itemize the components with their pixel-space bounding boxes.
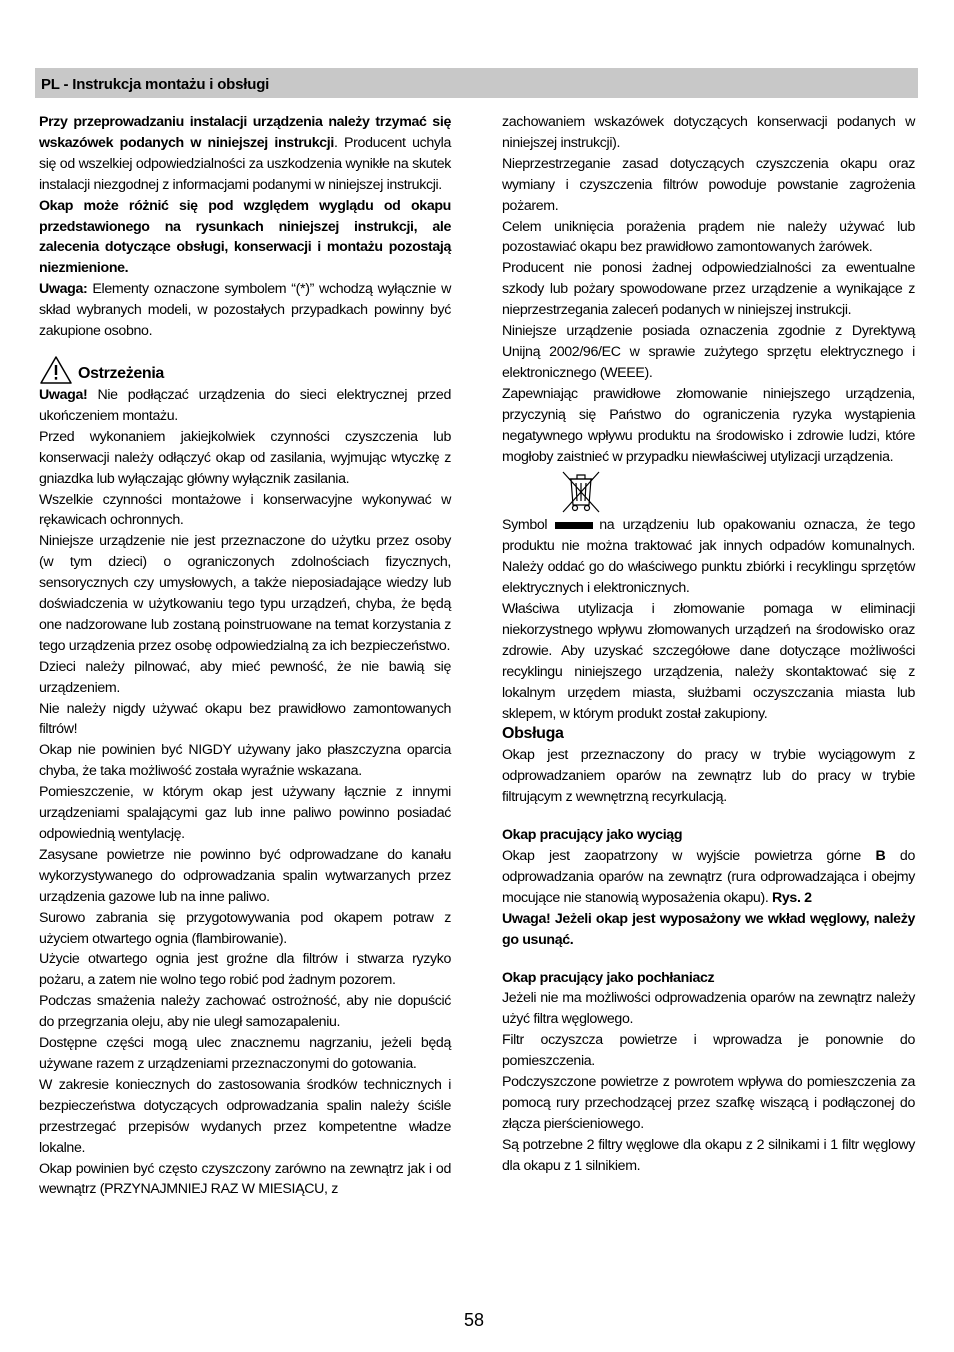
text-paragraph: Nieprzestrzeganie zasad dotyczących czyszczenia okapu oraz wymiany i czyszczenia filtrów powoduje powstanie zagrożenia pożarem.	[502, 155, 915, 214]
warning-paragraph: Niniejsze urządzenie nie jest przeznaczone do użytku przez osoby (w tym dzieci) o ograniczonych zdolnościach fizycznych, sensorycznych czy umysłowych, a także nieposiadające wiedzy lub doświadczenia w użytkowaniu tego typu urządzeń, chyba, że będą one nadzorowane lub zostaną poinstruowane na temat korzystania z tego urządzenia przez osobę odpowiedzialną za ich bezpieczeństwo.	[39, 533, 451, 654]
warnings-heading	[39, 355, 451, 385]
text-paragraph: Jeżeli nie ma możliwości odprowadzenia oparów na zewnątrz należy użyć filtra węglowego.	[502, 990, 915, 1028]
crossed-bin-icon	[559, 469, 603, 515]
warnings-title: Ostrzeżenia	[78, 365, 164, 383]
text-paragraph: Niniejsze urządzenie posiada oznaczenia zgodnie z Dyrektywą Unijną 2002/96/EC w sprawie zużytego sprzętu elektrycznego i elektronicznego (WEEE).	[502, 323, 915, 381]
weee-symbol-paragraph: Symbol na urządzeniu lub opakowaniu oznacza, że tego produktu nie można traktować jak innych odpadów komunalnych. Należy oddać go do właściwego punktu zbiórki i recyklingu sprzętów elektrycznych i elektronicznych.	[502, 517, 915, 597]
warning-paragraph: Dzieci należy pilnować, aby mieć pewność, że nie bawią się urządzeniem.	[39, 658, 451, 696]
text-paragraph: Są potrzebne 2 filtry węglowe dla okapu z 2 silnikami i 1 filtr węglowy dla okapu z 1 silnikiem.	[502, 1136, 915, 1174]
left-column	[39, 112, 451, 1200]
carbon-filter-warning: Uwaga! Jeżeli okap jest wyposażony we wkład węglowy, należy go usunąć.	[502, 910, 915, 948]
warning-paragraph: Przed wykonaniem jakiejkolwiek czynności czyszczenia lub konserwacji należy odłączyć okap od zasilania, wyjmując wtyczkę z gniazdka lub wyłączając główny wyłącznik zasilania.	[39, 428, 451, 487]
text-paragraph: Zapewniając prawidłowe złomowanie niniejszego urządzenia, przyczynią się Państwo do ograniczenia ryzyka wystąpienia negatywnego wpływu produktu na środowisko i zdrowie ludzi, które mogłoby zaistnieć w przypadku niewłaściwej utylizacji urządzenia.	[502, 385, 915, 465]
text-paragraph: Podczyszczone powietrze z powrotem wpływa do pomieszczenia za pomocą rury przechodzącej przez szafkę wiszącą i podłączonej do złącza pierścieniowego.	[502, 1074, 915, 1132]
weee-symbol-row	[502, 467, 915, 515]
optional-elements-note: Uwaga: Elementy oznaczone symbolem “(*)” wchodzą wyłącznie w skład wybranych modeli, w pozostałych przypadkach powinny być zakupione osobno.	[39, 281, 451, 340]
warning-paragraph: Dostępne części mogą ulec znacznemu nagrzaniu, jeżeli będą używane razem z urządzeniami przeznaczonymi do gotowania.	[39, 1035, 451, 1072]
warning-paragraph: Użycie otwartego ognia jest groźne dla filtrów i stwarza ryzyko pożaru, a zatem nie wolno tego robić pod żadnym pozorem.	[39, 951, 451, 989]
intro-paragraph: Przy przeprowadzaniu instalacji urządzenia należy trzymać się wskazówek podanych w niniejszej instrukcji. Producent uchyla się od wszelkiej odpowiedzialności za uszkodzenia wynikłe na skutek instalacji niezgodnej z informacjami podanymi w niniejszej instrukcji.	[39, 114, 451, 193]
warning-paragraph: Zasysane powietrze nie powinno być odprowadzane do kanału wykorzystywanego do odprowadzania spalin wytwarzanych przez urządzenia gazowe lub na inne paliwo.	[39, 846, 451, 905]
warning-triangle-icon	[39, 355, 73, 385]
warning-paragraph: Surowo zabrania się przygotowywania pod okapem potraw z użyciem otwartego ognia (flambirowanie).	[39, 909, 451, 947]
warning-paragraph: Nie należy nigdy używać okapu bez prawidłowo zamontowanych filtrów!	[39, 700, 451, 738]
text-paragraph: Okap jest przeznaczony do pracy w trybie wyciągowym z odprowadzaniem oparów na zewnątrz lub do pracy w trybie filtrującym z wewnętrzną recyrkulacją.	[502, 747, 915, 806]
warning-paragraph: W zakresie koniecznych do zastosowania środków technicznych i bezpieczeństwa dotyczących odprowadzania spalin należy ściśle przestrzegać przepisów wydanych przez kompetentne władze lokalne.	[39, 1076, 451, 1156]
warning-paragraph: Uwaga! Nie podłączać urządzenia do sieci elektrycznej przed ukończeniem montażu.	[39, 386, 451, 424]
warning-paragraph: Okap nie powinien być NIGDY używany jako płaszczyzna oparcia chyba, że taka możliwość została wyraźnie wskazana.	[39, 742, 451, 780]
warning-paragraph: Okap powinien być często czyszczony zarówno na zewnątrz jak i od wewnątrz (PRZYNAJMNIEJ RAZ W MIESIĄCU, z	[39, 1160, 451, 1198]
section-title: PL - Instrukcja montażu i obsługi	[41, 76, 270, 93]
page-number: 58	[464, 1310, 485, 1330]
right-column	[502, 112, 915, 1177]
section-header	[35, 68, 918, 98]
bar-symbol-icon	[555, 522, 593, 529]
text-paragraph: Filtr oczyszcza powietrze i wprowadza je ponownie do pomieszczenia.	[502, 1032, 915, 1070]
warning-paragraph: Podczas smażenia należy zachować ostrożność, aby nie dopuścić do przegrzania oleju, aby nie uległ samozapaleniu.	[39, 993, 451, 1031]
text-paragraph: zachowaniem wskazówek dotyczących konserwacji podanych w niniejszej instrukcji).	[502, 114, 915, 151]
extraction-mode-paragraph: Okap jest zaopatrzony w wyjście powietrza górne B do odprowadzania oparów na zewnątrz (rura odprowadzająca i obejmy mocujące nie stanowią wyposażenia okapu). Rys. 2	[502, 848, 915, 906]
warning-paragraph: Pomieszczenie, w którym okap jest używany łącznie z innymi urządzeniami spalającymi gaz lub inne paliwo powinno posiadać odpowiednią wentylację.	[39, 784, 451, 842]
appearance-note: Okap może różnić się pod względem wyglądu od okapu przedstawionego na rysunkach niniejszej instrukcji, ale zalecenia dotyczące obsługi, konserwacji i montażu pozostają niezmienione.	[39, 197, 451, 277]
warning-paragraph: Wszelkie czynności montażowe i konserwacyjne wykonywać w rękawicach ochronnych.	[39, 491, 451, 529]
text-paragraph: Właściwa utylizacja i złomowanie pomaga w eliminacji niekorzystnego wpływu złomowanych urządzeń na środowisko oraz zdrowie. Aby uzyskać szczegółowe dane dotyczące możliwości recyklingu niniejszego urządzenia, należy skontaktować się z lokalnym urzędem miasta, służbami oczyszczania miasta lub sklepem, w którym produkt został zakupiony.	[502, 601, 915, 722]
usage-title: Obsługa	[502, 725, 564, 743]
extraction-mode-title: Okap pracujący jako wyciąg	[502, 827, 683, 844]
text-paragraph: Celem uniknięcia porażenia prądem nie należy używać lub pozostawiać okapu bez prawidłowo zamontowanych żarówek.	[502, 218, 915, 256]
text-paragraph: Producent nie ponosi żadnej odpowiedzialności za ewentualne szkody lub pożary spowodowane przez urządzenie a wynikające z nieprzestrzegania zaleceń podanych w niniejszej instrukcji.	[502, 260, 915, 319]
recirculation-mode-title: Okap pracujący jako pochłaniacz	[502, 969, 715, 986]
